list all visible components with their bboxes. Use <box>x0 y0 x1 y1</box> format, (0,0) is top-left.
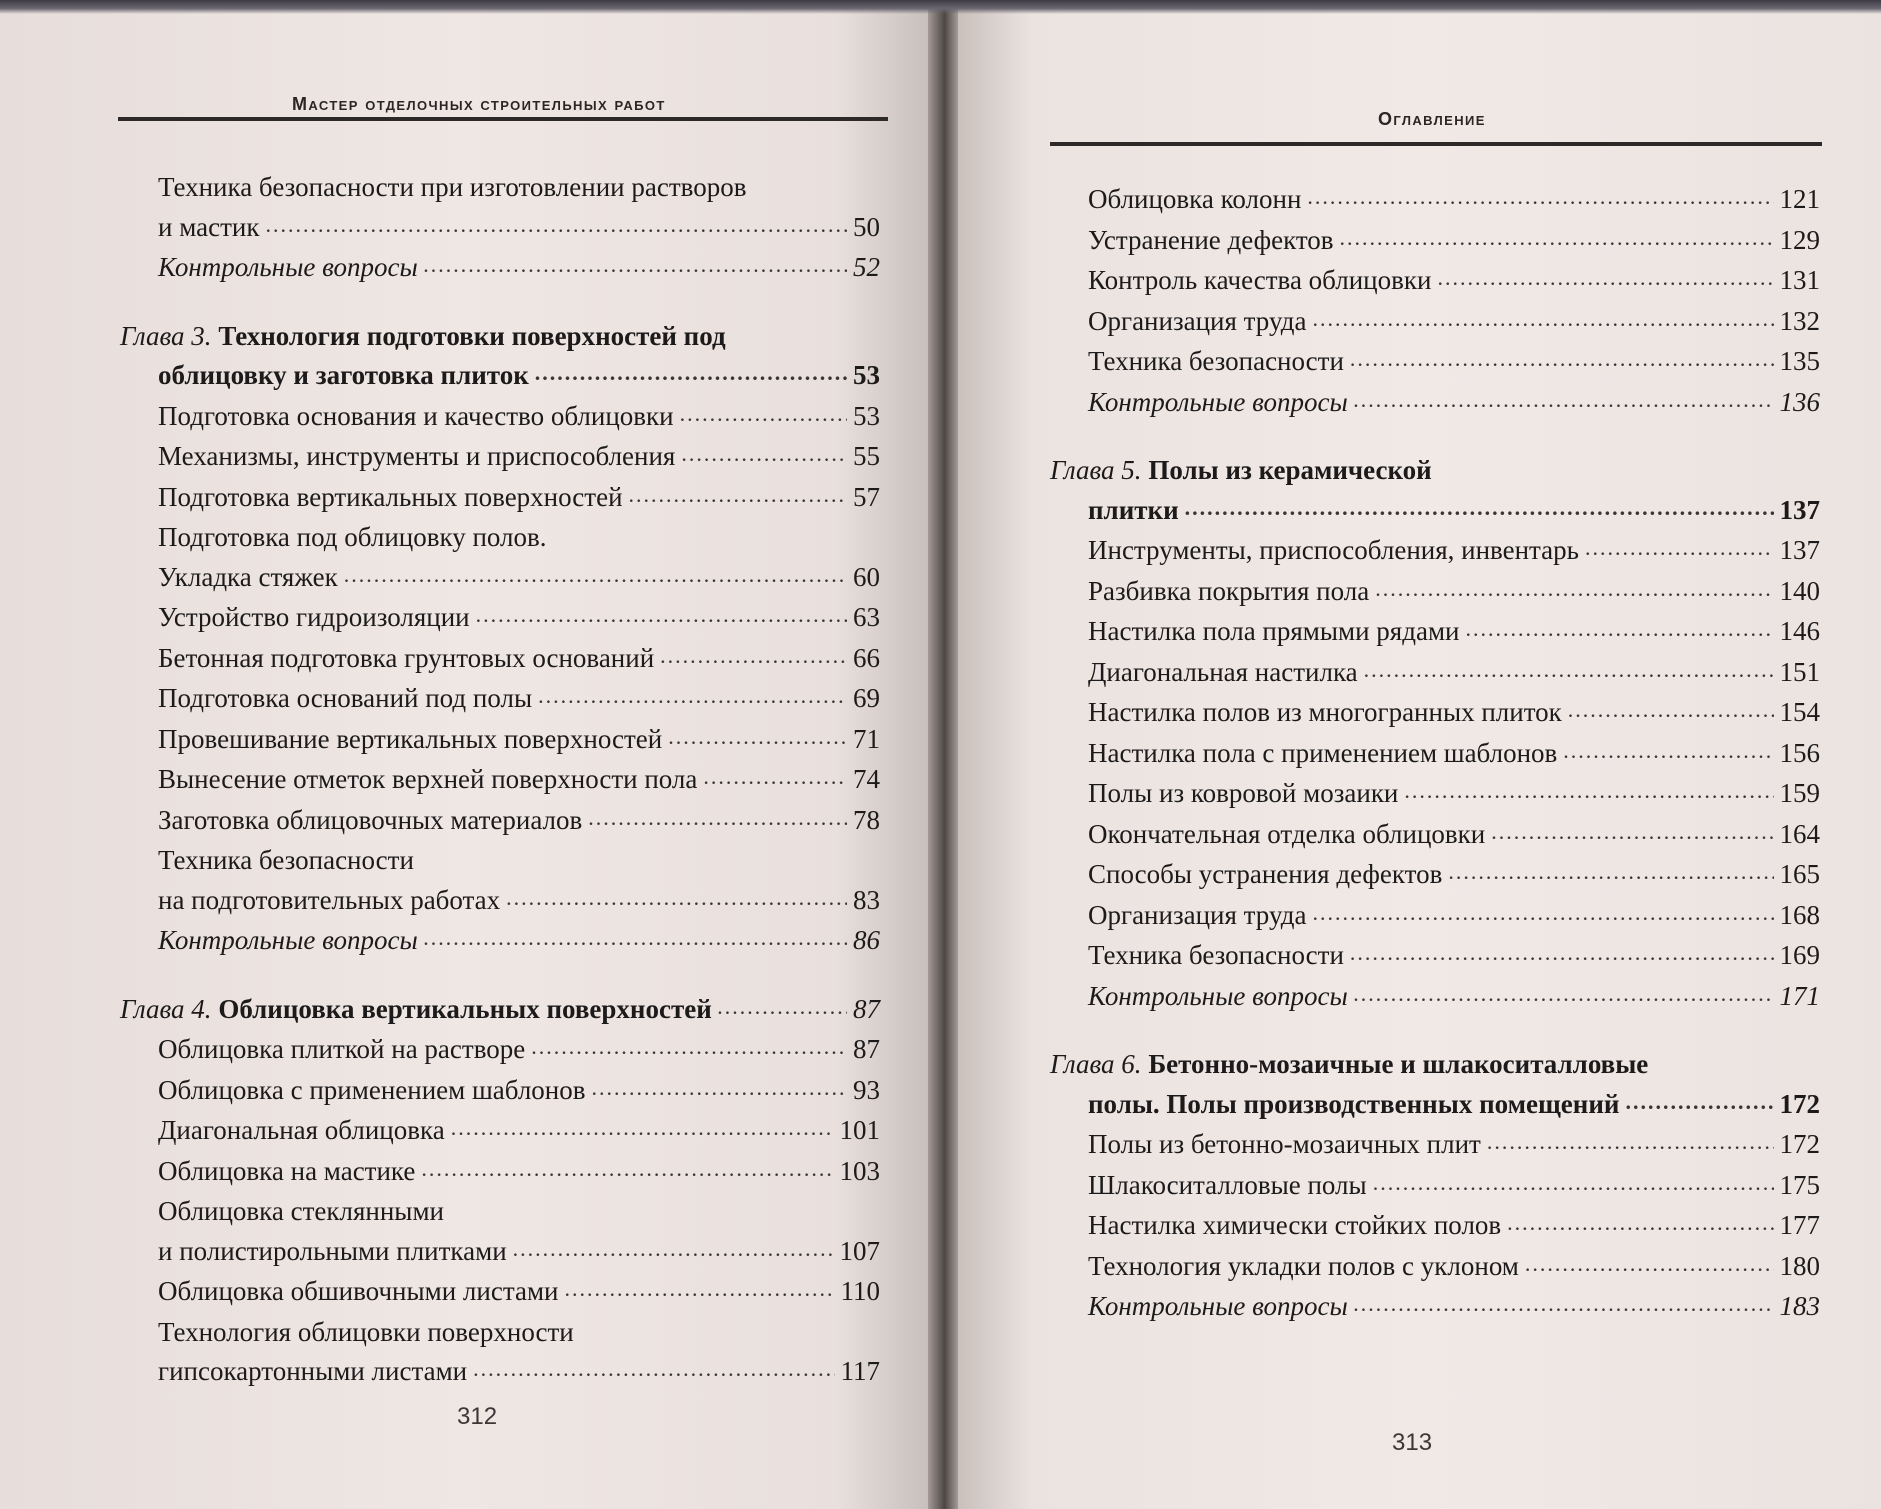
toc-entry-title: Заготовка облицовочных материалов <box>158 804 583 835</box>
leader-dots <box>588 798 847 838</box>
toc-entry-title: Полы из бетонно-мозаичных плит <box>1088 1129 1481 1159</box>
toc-entry <box>1088 734 1820 775</box>
toc-page-number: 87 <box>853 993 880 1024</box>
toc-entry-title: Провешивание вертикальных поверхностей <box>158 723 663 754</box>
chapter-label: Глава 3. <box>120 320 212 351</box>
leader-dots <box>421 1149 833 1189</box>
toc-entry-title: Организация труда <box>1088 305 1307 336</box>
leader-dots <box>1585 528 1774 568</box>
leader-dots <box>564 1269 834 1309</box>
toc-entry-title: Шлакоситалловые полы <box>1088 1169 1367 1200</box>
toc-entry <box>1088 693 1820 734</box>
toc-entry <box>1088 1206 1820 1247</box>
toc-entry-title: Окончательная отделка облицовки <box>1088 818 1486 849</box>
toc-page-number: 103 <box>839 1155 880 1186</box>
leader-dots <box>1466 609 1774 649</box>
toc-entry <box>1088 1287 1820 1328</box>
toc-entry-title: Облицовка с применением шаблонов <box>158 1074 586 1105</box>
toc-page-number: 154 <box>1779 697 1820 727</box>
toc-entry <box>158 720 880 761</box>
toc-page-number: 53 <box>853 360 880 390</box>
toc-page-number: 159 <box>1779 778 1820 808</box>
toc-entry <box>158 478 880 519</box>
toc-entry <box>1088 1247 1820 1288</box>
toc-entry-title: Организация труда <box>1088 899 1307 930</box>
toc-entry-title: Настилка полов из многогранных плиток <box>1088 697 1562 727</box>
toc-entry-title: плитки <box>1088 494 1179 525</box>
toc-page-number: 136 <box>1779 386 1820 417</box>
toc-entry-title: Настилка химически стойких полов <box>1088 1210 1502 1240</box>
toc-entry <box>158 881 880 922</box>
toc-page-number: 177 <box>1779 1210 1820 1240</box>
toc-page-number: 180 <box>1779 1250 1820 1281</box>
toc-entry-title: Настилка пола с применением шаблонов <box>1088 737 1558 768</box>
toc-page-number: 87 <box>853 1034 880 1064</box>
toc-entry <box>1088 221 1820 262</box>
toc-entry-title: Контрольные вопросы <box>158 252 418 282</box>
toc-entry-title: Укладка стяжек <box>158 561 338 592</box>
leader-dots <box>1307 177 1773 217</box>
left-running-head: Мастер отделочных строительных работ <box>292 94 666 114</box>
leader-dots <box>668 717 847 757</box>
chapter-title: Облицовка вертикальных поверхностей <box>218 993 712 1024</box>
chapter-label: Глава 4. <box>120 993 212 1024</box>
toc-entry-title: Техника безопасности <box>1088 346 1344 376</box>
toc-entry-title: Разбивка покрытия пола <box>1088 575 1370 606</box>
toc-page-number: 71 <box>853 723 880 754</box>
toc-entry-title: Механизмы, инструменты и приспособления <box>158 441 676 471</box>
toc-page-number: 137 <box>1779 535 1820 565</box>
leader-dots <box>265 205 847 245</box>
leader-dots <box>1375 569 1773 609</box>
toc-entry-title: Контрольные вопросы <box>158 925 418 955</box>
toc-page-number: 156 <box>1779 737 1820 768</box>
toc-entry <box>1088 855 1820 896</box>
leader-dots <box>1340 218 1774 258</box>
toc-page-number: 83 <box>853 884 880 915</box>
toc-entry <box>158 639 880 680</box>
toc-page-number: 60 <box>853 561 880 592</box>
toc-entry <box>158 760 880 801</box>
toc-entry <box>158 1030 880 1071</box>
toc-page-number: 146 <box>1779 616 1820 646</box>
toc-page-number: 169 <box>1779 940 1820 970</box>
right-page-number: 313 <box>1392 1429 1433 1456</box>
toc-entry <box>1088 302 1820 343</box>
chapter-label: Глава 6. <box>1050 1049 1142 1079</box>
toc-entry <box>158 801 880 842</box>
toc-entry <box>1088 491 1820 532</box>
leader-dots <box>1404 771 1773 811</box>
chapter-heading-text <box>120 990 712 1030</box>
chapter-gap <box>158 962 880 990</box>
toc-text-line: Техника безопасности <box>158 845 414 875</box>
leader-dots <box>1568 690 1774 730</box>
toc-entry-title: Вынесение отметок верхней поверхности пола <box>158 764 698 794</box>
leader-dots <box>718 987 847 1027</box>
toc-entry-title: Контрольные вопросы <box>1088 1291 1348 1321</box>
toc-page-number: 172 <box>1779 1129 1820 1159</box>
leader-dots <box>1448 852 1773 892</box>
toc-page-number: 132 <box>1779 305 1820 336</box>
leader-dots <box>660 636 847 676</box>
chapter-title: Полы из керамической <box>1148 455 1432 485</box>
toc-entry <box>158 208 880 249</box>
toc-entry <box>1088 342 1820 383</box>
toc-page-number: 121 <box>1779 184 1820 214</box>
toc-entry <box>1088 383 1820 424</box>
toc-entry-title: и мастик <box>158 211 260 242</box>
leader-dots <box>535 353 847 393</box>
toc-page-number: 168 <box>1779 899 1820 930</box>
toc-page-number: 50 <box>853 211 880 242</box>
leader-dots <box>506 878 847 918</box>
leader-dots <box>680 394 847 434</box>
leader-dots <box>424 918 847 958</box>
right-running-head: Оглавление <box>1378 109 1486 129</box>
left-toc <box>120 168 880 1393</box>
toc-text-line: Подготовка под облицовку полов. <box>158 522 547 552</box>
toc-entry-title: на подготовительных работах <box>158 884 501 915</box>
leader-dots <box>1487 1122 1774 1162</box>
leader-dots <box>531 1027 847 1067</box>
toc-entry <box>1088 572 1820 613</box>
toc-entry-title: облицовку и заготовка плиток <box>158 360 529 390</box>
chapter-heading <box>1050 451 1820 491</box>
left-header-rule <box>118 117 888 121</box>
toc-entry-title: Облицовка плиткой на растворе <box>158 1034 526 1064</box>
toc-entry <box>1088 1125 1820 1166</box>
leader-dots <box>538 676 847 716</box>
toc-entry <box>1088 531 1820 572</box>
toc-entry-title: Инструменты, приспособления, инвентарь <box>1088 535 1579 565</box>
toc-page-number: 151 <box>1779 656 1820 687</box>
toc-entry <box>158 598 880 639</box>
toc-entry <box>158 1111 880 1152</box>
toc-entry-title: Устранение дефектов <box>1088 224 1334 255</box>
leader-dots <box>1373 1163 1774 1203</box>
toc-entry-title: Техника безопасности <box>1088 940 1344 970</box>
toc-entry <box>158 1352 880 1393</box>
toc-entry-title: Подготовка оснований под полы <box>158 683 533 713</box>
leader-dots <box>451 1108 834 1148</box>
leader-dots <box>1354 1284 1774 1324</box>
toc-page-number: 66 <box>853 642 880 673</box>
toc-entry-title: Контрольные вопросы <box>1088 386 1348 417</box>
toc-entry <box>158 1272 880 1313</box>
leader-dots <box>703 757 847 797</box>
toc-entry-title: Настилка пола прямыми рядами <box>1088 616 1460 646</box>
leader-dots <box>424 245 847 285</box>
toc-entry-title: полы. Полы производственных помещений <box>1088 1088 1620 1119</box>
toc-entry-title: Технология укладки полов с уклоном <box>1088 1250 1519 1281</box>
toc-page-number: 63 <box>853 602 880 632</box>
leader-dots <box>1312 299 1773 339</box>
chapter-heading <box>120 317 880 357</box>
leader-dots <box>1491 812 1773 852</box>
leader-dots <box>1354 974 1774 1014</box>
leader-dots <box>1185 488 1774 528</box>
leader-dots <box>629 475 847 515</box>
toc-entry-title: Облицовка колонн <box>1088 184 1302 214</box>
leader-dots <box>1312 893 1773 933</box>
toc-entry-title: Способы устранения дефектов <box>1088 859 1443 889</box>
leader-dots <box>1350 339 1774 379</box>
left-page-number: 312 <box>457 1403 498 1430</box>
toc-page-number: 78 <box>853 804 880 835</box>
toc-page-number: 135 <box>1779 346 1820 376</box>
chapter-gap <box>1088 423 1820 451</box>
leader-dots <box>473 1349 834 1389</box>
toc-page-number: 140 <box>1779 575 1820 606</box>
leader-dots <box>1364 650 1774 690</box>
toc-entry-title: Полы из ковровой мозаики <box>1088 778 1399 808</box>
toc-entry <box>1088 936 1820 977</box>
toc-entry-title: Контрольные вопросы <box>1088 980 1348 1011</box>
toc-page-number: 53 <box>853 400 880 431</box>
toc-page-number: 172 <box>1779 1088 1820 1119</box>
toc-page-number: 101 <box>839 1115 880 1145</box>
toc-page-number: 107 <box>839 1235 880 1266</box>
toc-entry <box>158 356 880 397</box>
leader-dots <box>344 555 847 595</box>
chapter-title: Бетонно-мозаичные и шлакоситалловые <box>1148 1049 1649 1079</box>
toc-entry-title: Бетонная подготовка грунтовых оснований <box>158 642 655 673</box>
toc-page-number: 165 <box>1779 859 1820 889</box>
toc-page-number: 52 <box>853 252 880 282</box>
leader-dots <box>1350 933 1774 973</box>
toc-page-number: 86 <box>853 925 880 955</box>
chapter-title: Технология подготовки поверхностей под <box>218 320 726 351</box>
toc-entry <box>158 397 880 438</box>
toc-page-number: 74 <box>853 764 880 794</box>
leader-dots <box>1507 1203 1773 1243</box>
toc-page-number: 55 <box>853 441 880 471</box>
toc-entry-title: Устройство гидроизоляции <box>158 602 470 632</box>
toc-page-number: 129 <box>1779 224 1820 255</box>
chapter-heading <box>1050 1045 1820 1085</box>
toc-entry-title: Подготовка вертикальных поверхностей <box>158 481 623 512</box>
toc-page-number: 131 <box>1779 265 1820 295</box>
chapter-gap <box>1088 1017 1820 1045</box>
toc-entry <box>1088 896 1820 937</box>
toc-text-line: Техника безопасности при изготовлении растворов <box>158 172 747 202</box>
chapter-gap <box>158 289 880 317</box>
toc-entry <box>158 921 880 962</box>
toc-entry-title: Диагональная облицовка <box>158 1115 445 1145</box>
toc-entry <box>158 437 880 478</box>
toc-page-number: 171 <box>1779 980 1820 1011</box>
toc-page-number: 164 <box>1779 818 1820 849</box>
toc-entry-title: Облицовка обшивочными листами <box>158 1276 559 1306</box>
toc-page-number: 69 <box>853 683 880 713</box>
toc-entry-title: и полистирольными плитками <box>158 1235 507 1266</box>
toc-page-number: 183 <box>1779 1291 1820 1321</box>
right-toc <box>1050 180 1820 1328</box>
toc-entry <box>1088 1166 1820 1207</box>
toc-entry <box>1088 815 1820 856</box>
chapter-heading <box>120 990 880 1031</box>
toc-entry-title: Подготовка основания и качество облицовки <box>158 400 674 431</box>
leader-dots <box>1625 1082 1773 1122</box>
toc-page-number: 117 <box>840 1356 880 1386</box>
toc-entry <box>158 248 880 289</box>
chapter-label: Глава 5. <box>1050 455 1142 485</box>
toc-entry <box>158 1071 880 1112</box>
toc-text-line: Облицовка стеклянными <box>158 1196 444 1226</box>
toc-page-number: 175 <box>1779 1169 1820 1200</box>
toc-entry <box>1088 261 1820 302</box>
toc-entry-title: Диагональная настилка <box>1088 656 1358 687</box>
leader-dots <box>476 595 847 635</box>
leader-dots <box>513 1229 834 1269</box>
toc-entry <box>158 1152 880 1193</box>
leader-dots <box>1525 1244 1774 1284</box>
toc-entry-title: Контроль качества облицовки <box>1088 265 1432 295</box>
toc-entry <box>158 558 880 599</box>
toc-text-line: Технология облицовки поверхности <box>158 1316 574 1347</box>
toc-entry <box>158 1232 880 1273</box>
leader-dots <box>592 1068 848 1108</box>
toc-entry-title: гипсокартонными листами <box>158 1356 468 1386</box>
toc-entry <box>1088 1085 1820 1126</box>
toc-page-number: 93 <box>853 1074 880 1105</box>
toc-entry <box>1088 653 1820 694</box>
toc-page-number: 137 <box>1779 494 1820 525</box>
toc-entry <box>1088 977 1820 1018</box>
toc-page-number: 110 <box>840 1276 880 1306</box>
toc-page-number: 57 <box>853 481 880 512</box>
toc-entry <box>1088 612 1820 653</box>
leader-dots <box>1437 258 1773 298</box>
toc-entry <box>1088 774 1820 815</box>
toc-entry <box>158 679 880 720</box>
leader-dots <box>1563 731 1773 771</box>
toc-entry-title: Облицовка на мастике <box>158 1155 416 1186</box>
book-spine <box>928 0 958 1509</box>
book-top-edge <box>0 0 1881 14</box>
leader-dots <box>1354 380 1774 420</box>
leader-dots <box>681 434 847 474</box>
right-header-rule <box>1050 142 1822 146</box>
toc-entry <box>1088 180 1820 221</box>
